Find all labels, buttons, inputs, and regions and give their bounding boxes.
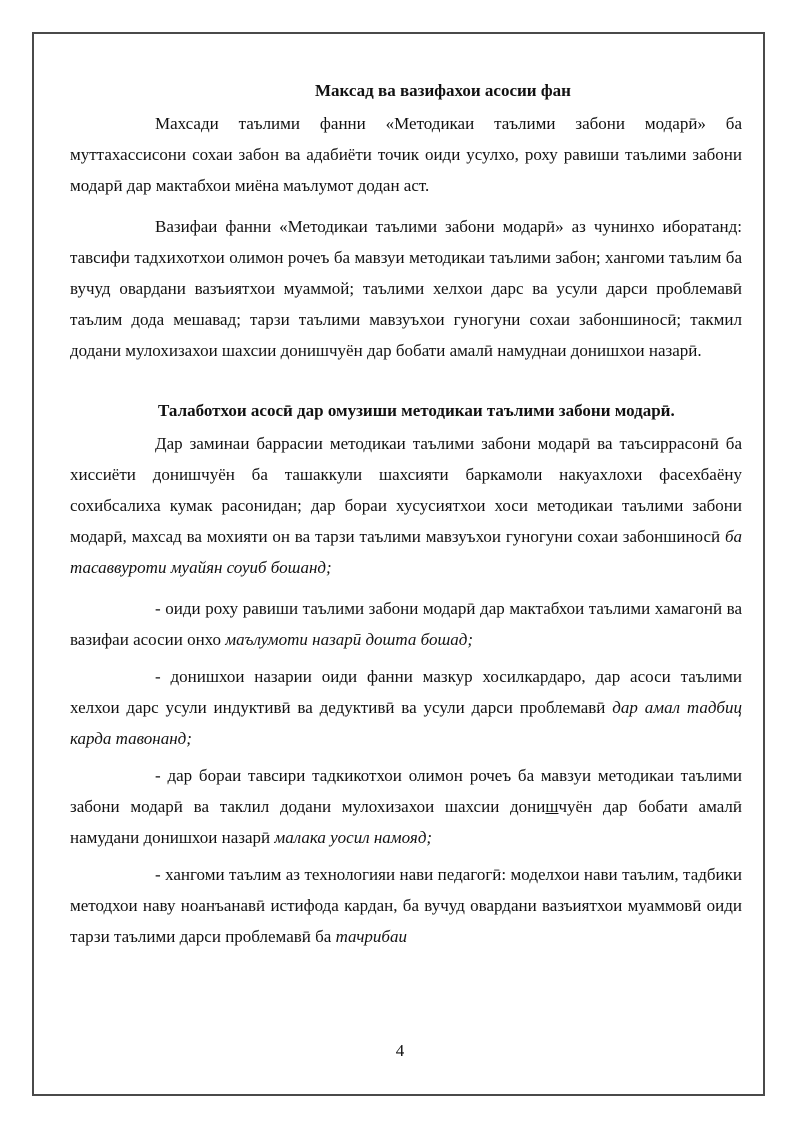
- section-heading-goals: Максад ва вазифахои асосии фан: [315, 81, 571, 100]
- list-item-text: - хангоми таълим аз технологияи нави педагогӣ: моделхои нави таълим, тадбики методхои наву ноанъанавӣ истифода кардан, ба вучуд овардани вазъиятхои муаммовӣ оиди тарзи таълими дарси проблемавӣ ба: [70, 865, 742, 946]
- paragraph-tasks: Вазифаи фанни «Методикаи таълими забони модарӣ» аз чунинхо иборатанд: тавсифи тадхихотхои олимон рочеъ ба мавзуи методикаи таълими забон; хангоми таълим ба вучуд овардани вазъиятхои муаммой; таълими хелхои дарс ва усули дарси проблемавӣ таълим дода мешавад; тарзи таълими мавзуъхои гуногуни сохаи забоншиносӣ; такмил додани мулохизахои шахсии донишчуён дар бобати амалӣ намуднаи донишхои назарӣ.: [70, 217, 742, 360]
- list-item-technology: [70, 859, 742, 952]
- paragraph-text: Дар заминаи баррасии методикаи таълими забони модарӣ ва таъсиррасонӣ ба хиссиёти донишчуён ба ташаккули шахсияти баркамоли накуахлохи фасехбаёну сохибсалиха кумак расонидан; дар бораи хусусиятхои хоси методикаи таълими забони модарӣ, махсад ва мохияти он ва тарзи таълими мавзуъхои гуногуни сохаи забоншиносӣ: [70, 434, 742, 546]
- underlined-letter: ш: [545, 797, 559, 816]
- list-item-italic: дар амал тадбиц карда тавонанд;: [70, 698, 742, 748]
- paragraph-purpose: Махсади таълими фанни «Методикаи таълими забони модарӣ» ба муттахассисони сохаи забон ва адабиёти точик оиди усулхо, роху равиши таълими забони модарӣ дар мактабхои миёна маълумот додан аст.: [70, 114, 742, 195]
- document-body: [70, 75, 742, 952]
- page-number: 4: [395, 1041, 405, 1060]
- list-item-theory: [70, 593, 742, 655]
- paragraph-requirements-intro: [70, 428, 742, 583]
- paragraph-italic: ба тасаввуроти муайян соуиб бошанд;: [70, 527, 742, 577]
- list-item-italic: малака уосил намояд;: [274, 828, 433, 847]
- list-item-skills: [70, 760, 742, 853]
- list-item-italic: тачрибаи: [335, 927, 407, 946]
- section-heading-requirements: Талаботхои асосӣ дар омузиши методикаи таълими забони модарӣ.: [158, 401, 675, 420]
- list-item-text: - донишхои назарии оиди фанни мазкур хосилкардаро, дар асоси таълими хелхои дарс усули индуктивӣ ва дедуктивӣ ва усули дарси проблемавӣ: [70, 667, 742, 717]
- list-item-text: - оиди роху равиши таълими забони модарӣ дар мактабхои таълими хамагонӣ ва вазифаи асосии онхо: [70, 599, 742, 649]
- list-item-text-continued: чуён дар бобати амалӣ намудани донишхои назарӣ: [70, 797, 742, 847]
- list-item-practice: [70, 661, 742, 754]
- list-item-text: - дар бораи тавсири тадкикотхои олимон рочеъ ба мавзуи методикаи таълими забони модарӣ ва таклил додани мулохизахои шахсии дони: [70, 766, 742, 816]
- list-item-italic: маълумоти назарӣ дошта бошад;: [225, 630, 474, 649]
